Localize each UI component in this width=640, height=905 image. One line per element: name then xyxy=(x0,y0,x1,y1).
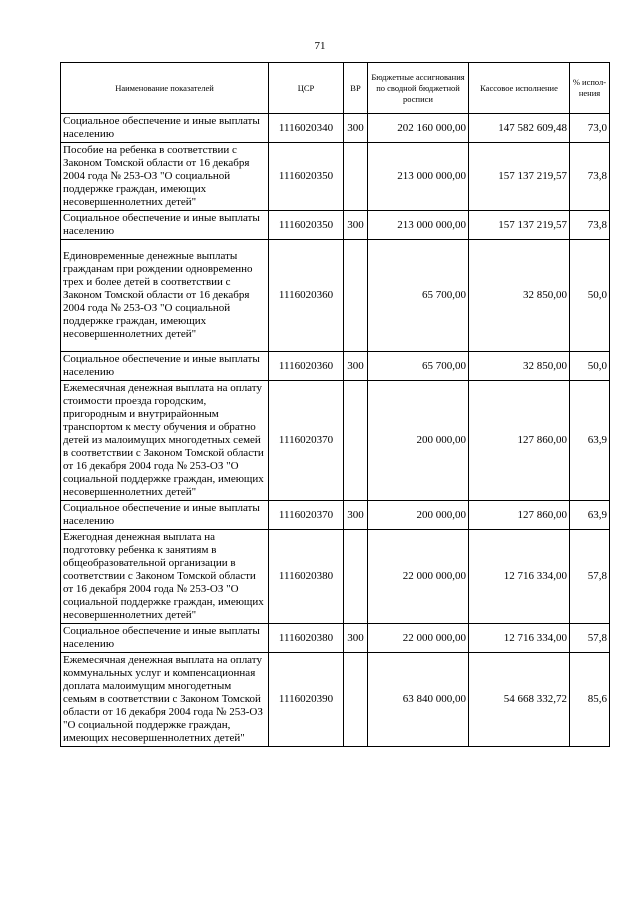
row-csr: 1116020370 xyxy=(269,381,344,501)
header-budget: Бюджетные ассигнования по сводной бюджетной росписи xyxy=(368,63,469,114)
row-vr: 300 xyxy=(344,624,368,653)
row-budget: 200 000,00 xyxy=(368,501,469,530)
budget-execution-table xyxy=(60,62,610,747)
row-name: Ежемесячная денежная выплата на оплату стоимости проезда городским, пригородным и внутрирайонным транспортом к месту обучения и обратно детей из малоимущих многодетных семей в соответствии с Законом Томской области от 16 декабря 2004 года № 253-ОЗ "О социальной поддержке граждан, имеющих несовершеннолетних детей" xyxy=(61,381,269,501)
row-name: Единовременные денежные выплаты гражданам при рождении одновременно трех и более детей в соответствии с Законом Томской области от 16 декабря 2004 года № 253-ОЗ "О социальной поддержке граждан, имеющих несовершеннолетних детей" xyxy=(61,240,269,352)
row-percent: 63,9 xyxy=(570,381,610,501)
row-percent: 50,0 xyxy=(570,352,610,381)
row-percent: 73,0 xyxy=(570,114,610,143)
row-vr: 300 xyxy=(344,114,368,143)
row-budget: 63 840 000,00 xyxy=(368,653,469,747)
row-name: Социальное обеспечение и иные выплаты населению xyxy=(61,624,269,653)
row-execution: 54 668 332,72 xyxy=(469,653,570,747)
row-execution: 127 860,00 xyxy=(469,501,570,530)
header-name: Наименование показателей xyxy=(61,63,269,114)
row-budget: 22 000 000,00 xyxy=(368,530,469,624)
row-budget: 22 000 000,00 xyxy=(368,624,469,653)
header-execution: Кассовое исполнение xyxy=(469,63,570,114)
row-csr: 1116020350 xyxy=(269,211,344,240)
row-execution: 12 716 334,00 xyxy=(469,624,570,653)
table-row xyxy=(61,240,610,352)
row-name: Ежемесячная денежная выплата на оплату коммунальных услуг и компенсационная доплата малоимущим многодетным семьям в соответствии с Законом Томской области от 16 декабря 2004 года № 253-ОЗ "О социальной поддержке граждан, имеющих несовершеннолетних детей" xyxy=(61,653,269,747)
row-name: Ежегодная денежная выплата на подготовку ребенка к занятиям в общеобразовательной организации в соответствии с Законом Томской области от 16 декабря 2004 года № 253-ОЗ "О социальной поддержке граждан, имеющих несовершеннолетних детей" xyxy=(61,530,269,624)
table-row xyxy=(61,352,610,381)
row-execution: 127 860,00 xyxy=(469,381,570,501)
row-vr: 300 xyxy=(344,352,368,381)
row-name: Социальное обеспечение и иные выплаты населению xyxy=(61,114,269,143)
table-row xyxy=(61,501,610,530)
row-csr: 1116020350 xyxy=(269,143,344,211)
table-row xyxy=(61,653,610,747)
row-vr xyxy=(344,530,368,624)
table-row xyxy=(61,624,610,653)
row-name: Социальное обеспечение и иные выплаты населению xyxy=(61,352,269,381)
row-csr: 1116020360 xyxy=(269,352,344,381)
row-execution: 32 850,00 xyxy=(469,240,570,352)
row-budget: 213 000 000,00 xyxy=(368,143,469,211)
row-budget: 65 700,00 xyxy=(368,240,469,352)
row-csr: 1116020380 xyxy=(269,624,344,653)
table-row xyxy=(61,114,610,143)
table-row xyxy=(61,143,610,211)
row-percent: 85,6 xyxy=(570,653,610,747)
row-name: Социальное обеспечение и иные выплаты населению xyxy=(61,211,269,240)
row-execution: 147 582 609,48 xyxy=(469,114,570,143)
row-vr xyxy=(344,143,368,211)
row-vr xyxy=(344,240,368,352)
row-csr: 1116020370 xyxy=(269,501,344,530)
row-budget: 200 000,00 xyxy=(368,381,469,501)
row-execution: 12 716 334,00 xyxy=(469,530,570,624)
row-vr: 300 xyxy=(344,501,368,530)
row-vr xyxy=(344,653,368,747)
table-row xyxy=(61,530,610,624)
row-percent: 73,8 xyxy=(570,211,610,240)
row-percent: 57,8 xyxy=(570,530,610,624)
row-vr xyxy=(344,381,368,501)
row-csr: 1116020360 xyxy=(269,240,344,352)
table-row xyxy=(61,211,610,240)
row-execution: 157 137 219,57 xyxy=(469,143,570,211)
row-budget: 65 700,00 xyxy=(368,352,469,381)
row-name: Социальное обеспечение и иные выплаты населению xyxy=(61,501,269,530)
page-number: 71 xyxy=(314,40,326,52)
row-csr: 1116020380 xyxy=(269,530,344,624)
header-csr: ЦСР xyxy=(269,63,344,114)
row-name: Пособие на ребенка в соответствии с Законом Томской области от 16 декабря 2004 года № 253-ОЗ "О социальной поддержке граждан, имеющих несовершеннолетних детей" xyxy=(61,143,269,211)
table-header-row xyxy=(61,63,610,114)
row-execution: 32 850,00 xyxy=(469,352,570,381)
row-vr: 300 xyxy=(344,211,368,240)
row-percent: 73,8 xyxy=(570,143,610,211)
row-budget: 213 000 000,00 xyxy=(368,211,469,240)
row-percent: 50,0 xyxy=(570,240,610,352)
header-vr: ВР xyxy=(344,63,368,114)
row-csr: 1116020340 xyxy=(269,114,344,143)
row-csr: 1116020390 xyxy=(269,653,344,747)
row-percent: 63,9 xyxy=(570,501,610,530)
row-budget: 202 160 000,00 xyxy=(368,114,469,143)
table-row xyxy=(61,381,610,501)
header-percent: % испол-нения xyxy=(570,63,610,114)
row-percent: 57,8 xyxy=(570,624,610,653)
row-execution: 157 137 219,57 xyxy=(469,211,570,240)
